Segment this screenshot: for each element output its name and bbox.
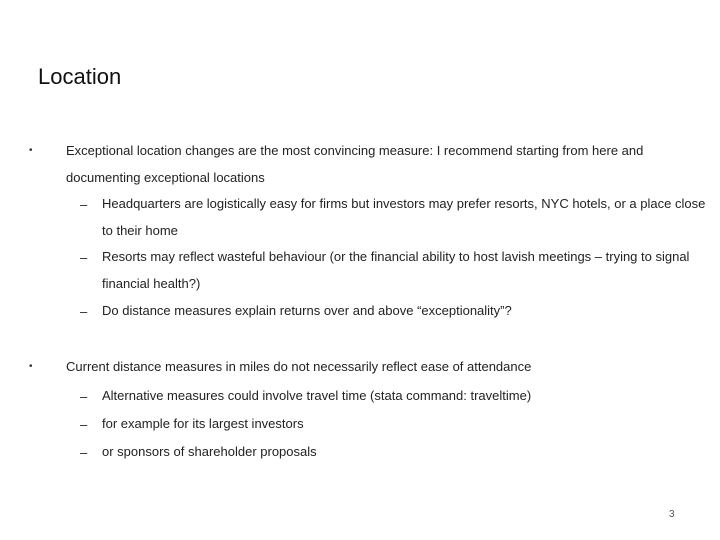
sub-bullet-text: Do distance measures explain returns over and above “exceptionality”? bbox=[102, 303, 512, 318]
bullet-text: Current distance measures in miles do not necessarily reflect ease of attendance bbox=[66, 359, 532, 374]
bullet-marker: • bbox=[29, 145, 33, 156]
bullet-text: Exceptional location changes are the most convincing measure: I recommend starting from here and documenting exceptional locations bbox=[66, 143, 644, 185]
dash-marker: – bbox=[80, 417, 88, 432]
slide-title: Location bbox=[38, 64, 122, 89]
dash-marker: – bbox=[80, 304, 88, 319]
sub-bullet-text: Headquarters are logistically easy for firms but investors may prefer resorts, NYC hotels, or a place close to their home bbox=[102, 196, 706, 238]
dash-marker: – bbox=[80, 197, 88, 212]
sub-bullet-text: Alternative measures could involve travel time (stata command: traveltime) bbox=[102, 388, 532, 403]
dash-marker: – bbox=[80, 389, 88, 404]
bullet-marker: • bbox=[29, 361, 33, 372]
sub-bullet-text: Resorts may reflect wasteful behaviour (or the financial ability to host lavish meetings – trying to signal financial health?) bbox=[102, 249, 690, 291]
sub-bullet-text: or sponsors of shareholder proposals bbox=[102, 444, 317, 459]
page-number: 3 bbox=[669, 509, 675, 520]
dash-marker: – bbox=[80, 250, 88, 265]
dash-marker: – bbox=[80, 445, 88, 460]
sub-bullet-text: for example for its largest investors bbox=[102, 416, 304, 431]
